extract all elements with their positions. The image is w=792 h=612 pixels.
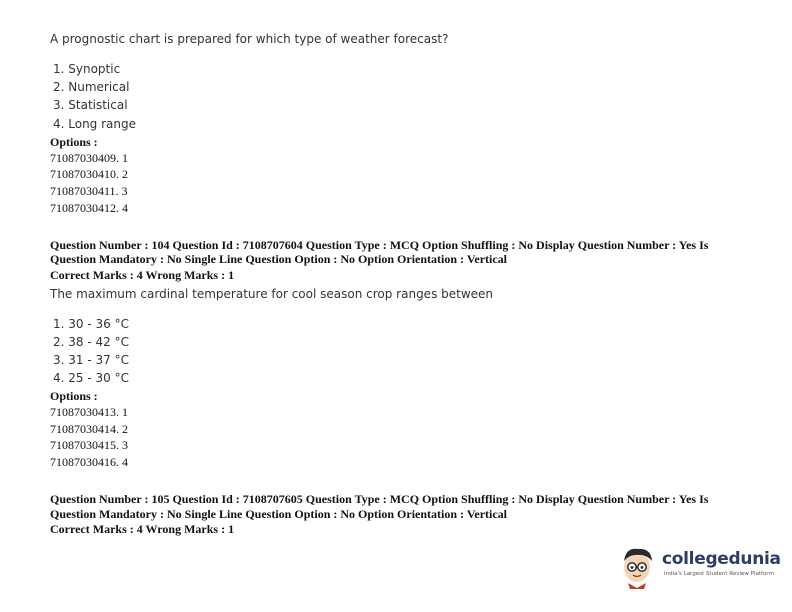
options-label: Options : [50,389,98,403]
question-105-marks: Correct Marks : 4 Wrong Marks : 1 [50,522,235,536]
logo-tagline: India's Largest Student Review Platform [664,571,774,577]
question-105-meta: Question Mandatory : No Single Line Question Option : No Option Orientation : Vertical [50,507,508,521]
options-label: Options : [50,135,98,149]
mascot-icon [618,543,660,589]
option-id: 71087030411. 3 [50,184,128,198]
question-104-meta: Question Mandatory : No Single Line Question Option : No Option Orientation : Vertical [50,252,508,266]
option-id: 71087030415. 3 [50,438,128,452]
choice-1: 1. 30 - 36 °C [53,317,129,331]
choice-2: 2. Numerical [53,80,130,94]
choice-1: 1. Synoptic [53,62,121,76]
choice-4: 4. 25 - 30 °C [53,371,129,385]
choice-4: 4. Long range [53,117,137,131]
question-104-marks: Correct Marks : 4 Wrong Marks : 1 [50,268,235,282]
option-id: 71087030410. 2 [50,167,128,181]
question-104-text: The maximum cardinal temperature for cool season crop ranges between [50,287,494,301]
option-id: 71087030416. 4 [50,455,128,469]
option-id: 71087030414. 2 [50,422,128,436]
choice-3: 3. Statistical [53,98,128,112]
collegedunia-logo [618,543,781,589]
question-105-meta: Question Number : 105 Question Id : 7108707605 Question Type : MCQ Option Shuffling : No Display Question Number : Yes Is [50,492,709,506]
choice-3: 3. 31 - 37 °C [53,353,129,367]
logo-wordmark: collegedunia [662,549,781,569]
question-103-text: A prognostic chart is prepared for which type of weather forecast? [50,32,449,46]
option-id: 71087030409. 1 [50,151,128,165]
option-id: 71087030413. 1 [50,405,128,419]
choice-2: 2. 38 - 42 °C [53,335,129,349]
option-id: 71087030412. 4 [50,201,128,215]
question-104-meta: Question Number : 104 Question Id : 7108707604 Question Type : MCQ Option Shuffling : No Display Question Number : Yes Is [50,238,709,252]
